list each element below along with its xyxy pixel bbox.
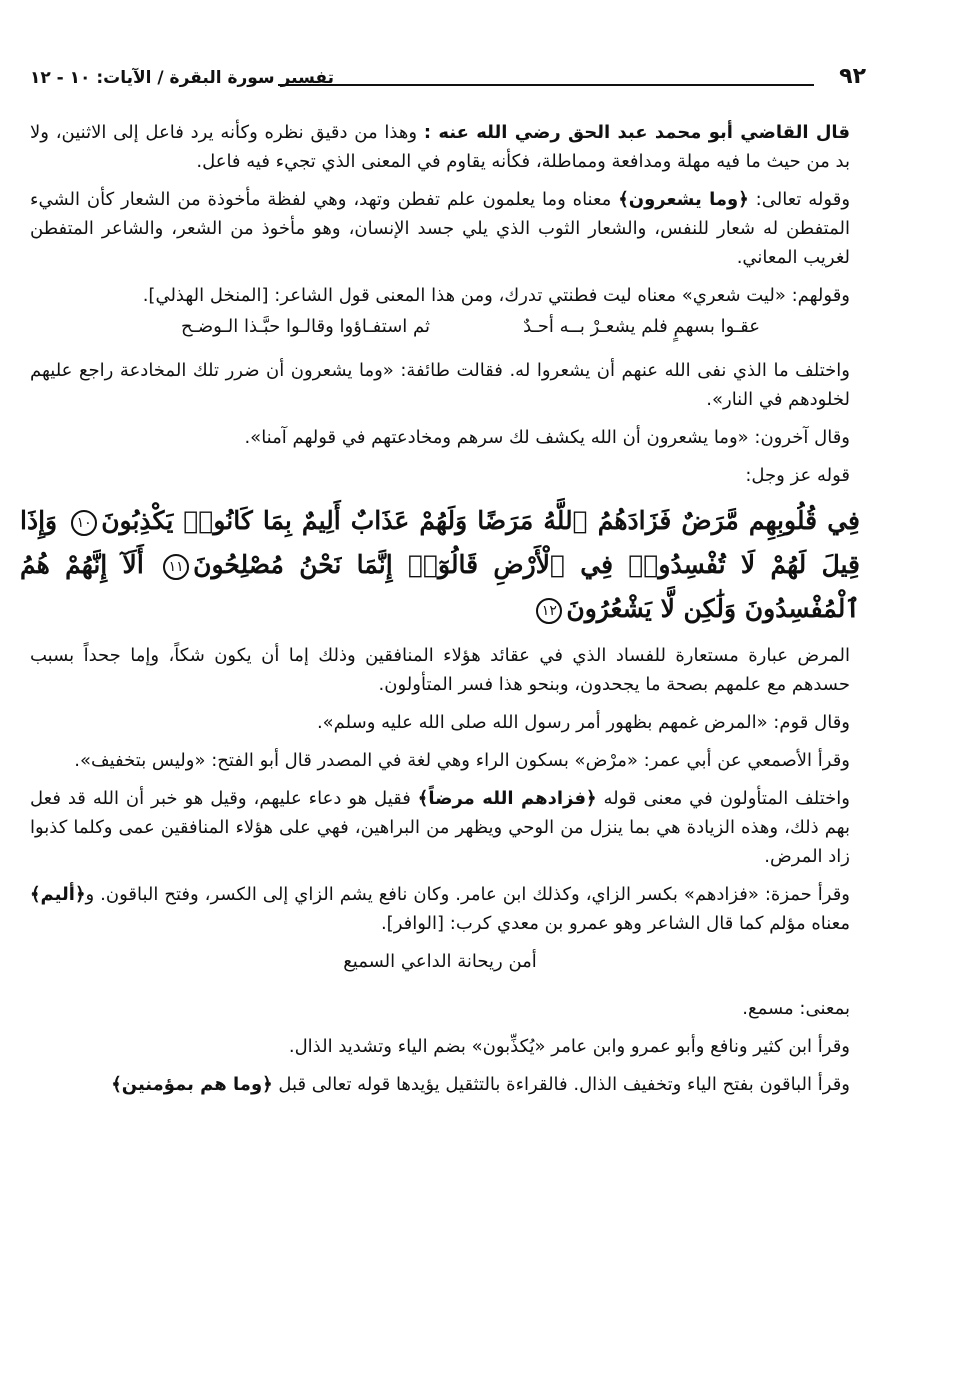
paragraph-3: وقولهم: «ليت شعري» معناه ليت فطنتي تدرك، ومن هذا المعنى قول الشاعر: [المنخل الهذلي]. — [142, 285, 850, 306]
paragraph-12: بمعنى: مسمع. — [742, 998, 850, 1019]
paragraph-7: المرض عبارة مستعارة للفساد الذي في عقائد هؤلاء المنافقين وذلك إما أن يكون شكاً، وإما جحداً بسبب حسدهم مع علمهم بصحة ما يجحدون، وبنحو هذا فسر المتأولون. — [30, 645, 850, 695]
paragraph-9: وقرأ الأصمعي عن أبي عمر: «مرْض» بسكون الراء وهي لغة في المصدر قال أبو الفتح: «وليس بتخفيف». — [74, 750, 850, 771]
quran-verses — [20, 499, 860, 631]
page-body — [20, 118, 860, 1108]
verse-number-marker: ١١ — [163, 554, 189, 580]
quran-verse-11: وَإِذَا قِيلَ لَهُمْ لَا تُفْسِدُوا۟ فِي ٱلْأَرْضِ قَالُوٓا۟ إِنَّمَا نَحْنُ مُصْلِحُونَ — [20, 506, 860, 579]
verse-first-hemistich: عقـوا بسهمٍ فلم يشعـرْ بــه أحـدٌ — [523, 316, 760, 337]
paragraph-11-intro: وقرأ حمزة: «فزادهم» بكسر الزاي، وكذلك ابن عامر. وكان نافع يشم الزاي إلى الكسر، وفتح الباقون. و — [85, 884, 850, 905]
paragraph-10 — [30, 784, 850, 871]
verse-second-hemistich: ثم استفـاؤوا وقالـوا حبَّـذا الـوضـح — [181, 316, 430, 337]
quran-quote: ﴿وما هم بمؤمنين﴾ — [111, 1074, 273, 1095]
paragraph-11-text: معناه مؤلم كما قال الشاعر وهو عمرو بن معدي كرب: [الوافر]. — [380, 913, 850, 934]
paragraph-11 — [30, 880, 850, 938]
paragraph-1 — [30, 118, 850, 176]
paragraph-10-text: فقيل هو دعاء عليهم، وقيل هو خبر أن الله قد فعل بهم ذلك، وهذه الزيادة هي بما ينزل من الوحي ويظهر من البراهين، فهي على هؤلاء المنافقين عمى وكلما كذبوا زاد المرض. — [30, 788, 850, 867]
header-rule — [278, 84, 814, 86]
quran-verse-12: أَلَآ إِنَّهُمْ هُمُ ٱلْمُفْسِدُونَ وَلَٰكِن لَّا يَشْعُرُونَ — [20, 550, 860, 623]
quran-verse-10: فِي قُلُوبِهِم مَّرَضٌ فَزَادَهُمُ ٱللَّهُ مَرَضًا وَلَهُمْ عَذَابٌ أَلِيمٌ بِمَا كَانُوا۟ يَكْذِبُونَ — [101, 506, 860, 535]
paragraph-2 — [30, 185, 850, 272]
page-number: ٩٢ — [839, 64, 866, 89]
paragraph-14-text: وقرأ الباقون بفتح الياء وتخفيف الذال. فالقراءة بالتثقيل يؤيدها قوله تعالى قبل — [272, 1074, 850, 1095]
verse-number-marker: ١٠ — [71, 510, 97, 536]
paragraph-13: وقرأ ابن كثير ونافع وأبو عمرو وابن عامر «يُكذِّبون» بضم الياء وتشديد الذال. — [288, 1036, 850, 1057]
paragraph-10-intro: واختلف المتأولون في معنى قوله — [596, 788, 850, 809]
quran-quote: ﴿أليم﴾ — [30, 884, 86, 905]
header-title: تفسير سورة البقرة / الآيات: ١٠ - ١٢ — [30, 68, 334, 88]
quran-quote: ﴿فزادهم الله مرضاً﴾ — [417, 788, 597, 809]
poetry-verse — [30, 312, 850, 344]
author-attribution: قال القاضي أبو محمد عبد الحق رضي الله عنه : — [423, 122, 850, 143]
paragraph-6: قوله عز وجل: — [745, 465, 850, 486]
poetry-verse-2: أمن ريحانة الداعي السميع — [343, 951, 537, 972]
verse-number-marker: ١٢ — [536, 598, 562, 624]
paragraph-1-text: وهذا من دقيق نظره وكأنه يرد فاعل إلى الاثنين، ولا بد من حيث ما فيه مهلة ومدافعة ومماطلة، فكأنه يقاوم في المعنى الذي تجيء فيه فاعل. — [30, 122, 850, 172]
paragraph-8: وقال قوم: «المرض غمهم بظهور أمر رسول الله صلى الله عليه وسلم». — [316, 712, 850, 733]
paragraph-4: واختلف ما الذي نفى الله عنهم أن يشعروا له. فقالت طائفة: «وما يشعرون أن ضرر تلك المخادعة راجع عليهم لخلودهم في النار». — [30, 360, 850, 410]
running-header — [30, 62, 866, 96]
paragraph-14 — [30, 1070, 850, 1099]
paragraph-2-intro: وقوله تعالى: — [748, 189, 851, 210]
paragraph-5: وقال آخرون: «وما يشعرون أن الله يكشف لك سرهم ومخادعتهم في قولهم آمنا». — [244, 427, 850, 448]
paragraph-2-text: معناه وما يعلمون علم تفطن وتهد، وهي لفظة مأخوذة من الشعار كأن الشيء المتفطن له شعار للنفس، والشعار الثوب الذي يلي جسد الإنسان، وهو مأخوذ من الشعر، والشاعر المتفطن لغريب المعاني. — [30, 189, 850, 268]
quran-quote: ﴿وما يشعرون﴾ — [618, 189, 749, 210]
